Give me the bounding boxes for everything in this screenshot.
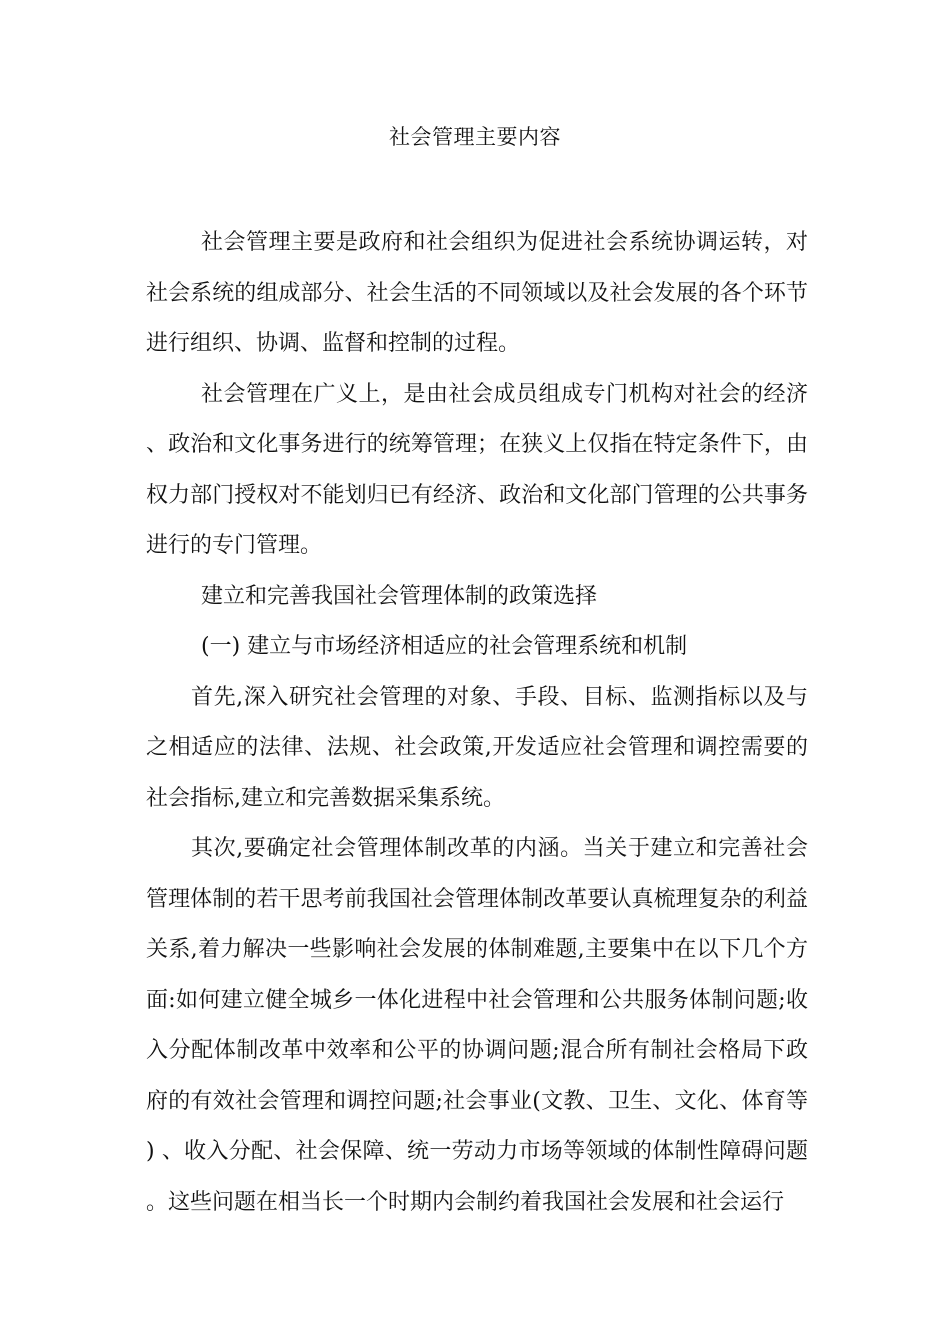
paragraph-scope: 社会管理在广义上，是由社会成员组成专门机构对社会的经济、政治和文化事务进行的统筹管理；在狭义上仅指在特定条件下，由权力部门授权对不能划归已有经济、政治和文化部门管理的公共事务进行的专门管理。 xyxy=(146,381,808,558)
document-body xyxy=(146,218,808,1228)
paragraph-first: 首先,深入研究社会管理的对象、手段、目标、监测指标以及与之相适应的法律、法规、社会政策,开发适应社会管理和调控需要的社会指标,建立和完善数据采集系统。 xyxy=(146,684,808,811)
document-title: 社会管理主要内容 xyxy=(389,125,561,149)
section-heading: 建立和完善我国社会管理体制的政策选择 xyxy=(201,583,598,609)
paragraph-definition: 社会管理主要是政府和社会组织为促进社会系统协调运转，对社会系统的组成部分、社会生活的不同领域以及社会发展的各个环节进行组织、协调、监督和控制的过程。 xyxy=(146,230,808,356)
paragraph-second: 其次,要确定社会管理体制改革的内涵。当关于建立和完善社会管理体制的若干思考前我国社会管理体制改革要认真梳理复杂的利益关系,着力解决一些影响社会发展的体制难题,主要集中在以下几个方面:如何建立健全城乡一体化进程中社会管理和公共服务体制问题;收入分配体制改革中效率和公平的协调问题;混合所有制社会格局下政府的有效社会管理和调控问题;社会事业(文教、卫生、文化、体育等) 、收入分配、社会保障、统一劳动力市场等领域的体制性障碍问题。这些问题在相当长一个时期内会制约着我国社会发展和社会运行 xyxy=(146,836,808,1215)
subsection-heading: (一) 建立与市场经济相适应的社会管理系统和机制 xyxy=(201,634,688,659)
